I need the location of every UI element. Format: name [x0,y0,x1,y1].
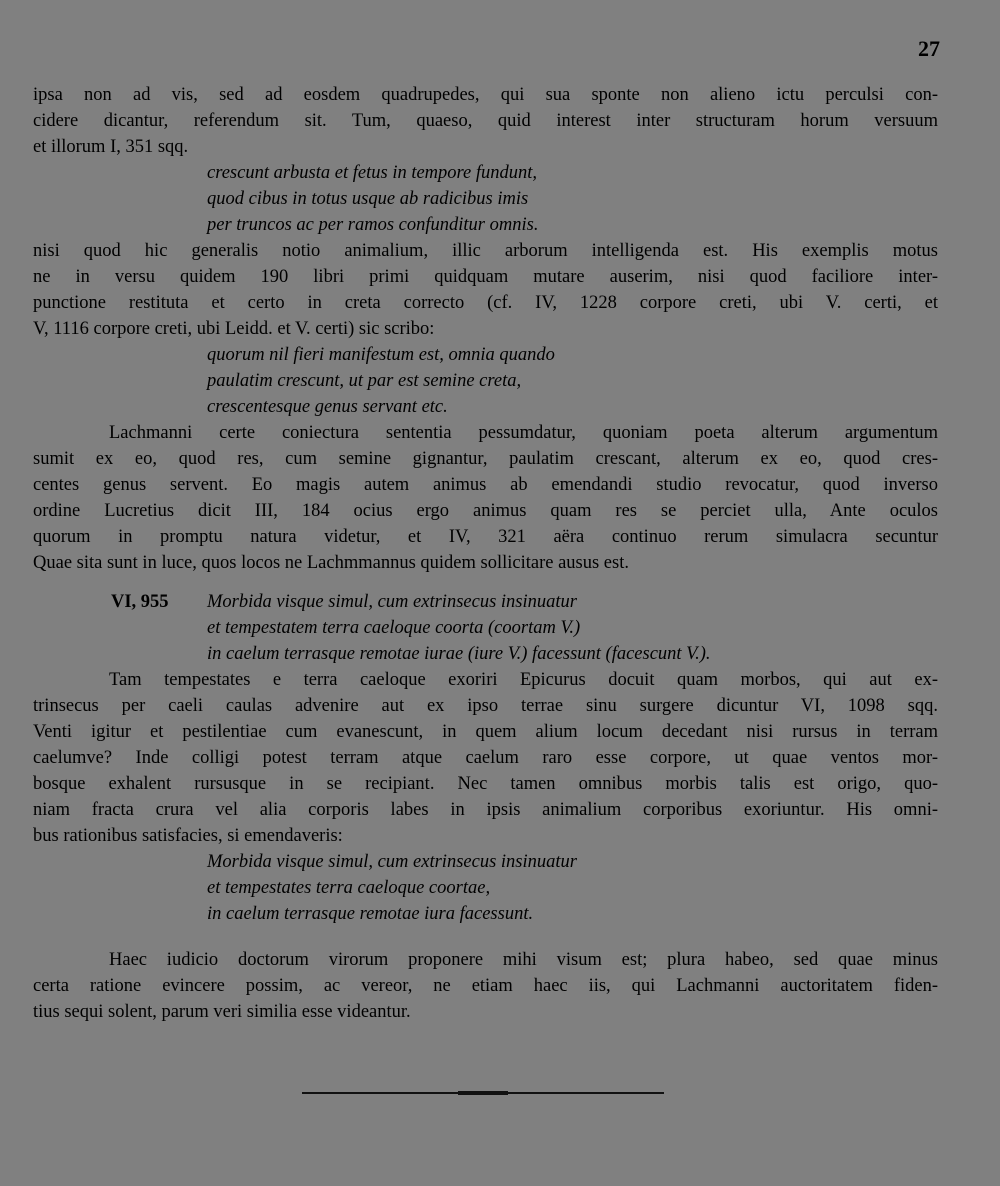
text-line: trinsecus per caeli caulas advenire aut ex ipso terrae sinu surgere dicuntur VI, 1098 sqq. [33,696,938,716]
text-line: caelumve? Inde colligi potest terram atque caelum raro esse corpore, ut quae ventos mor- [33,748,938,768]
verse-quote-4 [33,849,938,927]
verse-line: crescunt arbusta et fetus in tempore fundunt, [207,163,538,183]
text-line: ipsa non ad vis, sed ad eosdem quadrupedes, qui sua sponte non alieno ictu perculsi con- [33,85,938,105]
paragraph-2 [33,238,938,342]
text-line: Haec iudicio doctorum virorum proponere mihi visum est; plura habeo, sed quae minus [109,950,938,970]
text-line: centes genus servent. Eo magis autem animus ab emendandi studio revocatur, quod inverso [33,475,938,495]
paragraph-3 [33,420,938,576]
text-line: Quae sita sunt in luce, quos locos ne Lachmmannus quidem sollicitare ausus est. [33,553,629,573]
text-line: bus rationibus satisfacies, si emendaveris: [33,826,343,846]
text-line: quorum in promptu natura videtur, et IV, 321 aëra continuo rerum simulacra secuntur [33,527,938,547]
verse-line: crescentesque genus servant etc. [207,397,448,417]
text-line: V, 1116 corpore creti, ubi Leidd. et V. certi) sic scribo: [33,319,435,339]
closing-rule-center [458,1091,508,1095]
page-number: 27 [918,36,940,61]
text-line: et illorum I, 351 sqq. [33,137,189,157]
text-line: niam fracta crura vel alia corporis labes in ipsis animalium corporibus exoriuntur. His omni- [33,800,938,820]
paragraph-4 [33,667,938,849]
text-line: Venti igitur et pestilentiae cum evanescunt, in quem alium locum decedant nisi rursus in terram [33,722,938,742]
verse-quote-3 [33,589,938,667]
verse-line: quod cibus in totus usque ab radicibus imis [207,189,529,209]
text-line: sumit ex eo, quod res, cum semine gignantur, paulatim crescant, alterum ex eo, quod cres- [33,449,938,469]
verse-reference: VI, 955 [111,592,169,612]
text-line: ne in versu quidem 190 libri primi quidquam mutare auserim, nisi quod faciliore inter- [33,267,938,287]
paragraph-5 [33,947,938,1025]
text-line: Tam tempestates e terra caeloque exoriri Epicurus docuit quam morbos, qui aut ex- [109,670,938,690]
paragraph-1 [33,82,938,160]
verse-line-with-ref [33,589,938,615]
verse-line: in caelum terrasque remotae iura facessunt. [207,904,534,924]
text-line: Lachmanni certe coniectura sententia pessumdatur, quoniam poeta alterum argumentum [109,423,938,443]
text-line: cidere dicantur, referendum sit. Tum, quaeso, quid interest inter structuram horum versuum [33,111,938,131]
verse-text: Morbida visque simul, cum extrinsecus insinuatur [207,592,577,612]
verse-line: et tempestates terra caeloque coortae, [207,878,491,898]
verse-line: paulatim crescunt, ut par est semine creta, [207,371,522,391]
verse-line: quorum nil fieri manifestum est, omnia quando [207,345,555,365]
verse-line: Morbida visque simul, cum extrinsecus insinuatur [207,852,577,872]
verse-quote-2 [33,342,938,420]
text-line: ordine Lucretius dicit III, 184 ocius ergo animus quam res se perciet ulla, Ante oculos [33,501,938,521]
text-line: punctione restituta et certo in creta correcto (cf. IV, 1228 corpore creti, ubi V. certi, et [33,293,938,313]
verse-line: in caelum terrasque remotae iurae (iure V.) facessunt (facescunt V.). [207,644,711,664]
verse-line: per truncos ac per ramos confunditur omnis. [207,215,539,235]
text-line: nisi quod hic generalis notio animalium, illic arborum intelligenda est. His exemplis motus [33,241,938,261]
verse-quote-1 [33,160,938,238]
text-line: tius sequi solent, parum veri similia esse videantur. [33,1002,411,1022]
body-text [33,82,938,1025]
text-line: certa ratione evincere possim, ac vereor, ne etiam haec iis, qui Lachmanni auctoritatem fiden- [33,976,938,996]
verse-line: et tempestatem terra caeloque coorta (coortam V.) [207,618,581,638]
text-line: bosque exhalent rursusque in se recipiant. Nec tamen omnibus morbis talis est origo, quo- [33,774,938,794]
